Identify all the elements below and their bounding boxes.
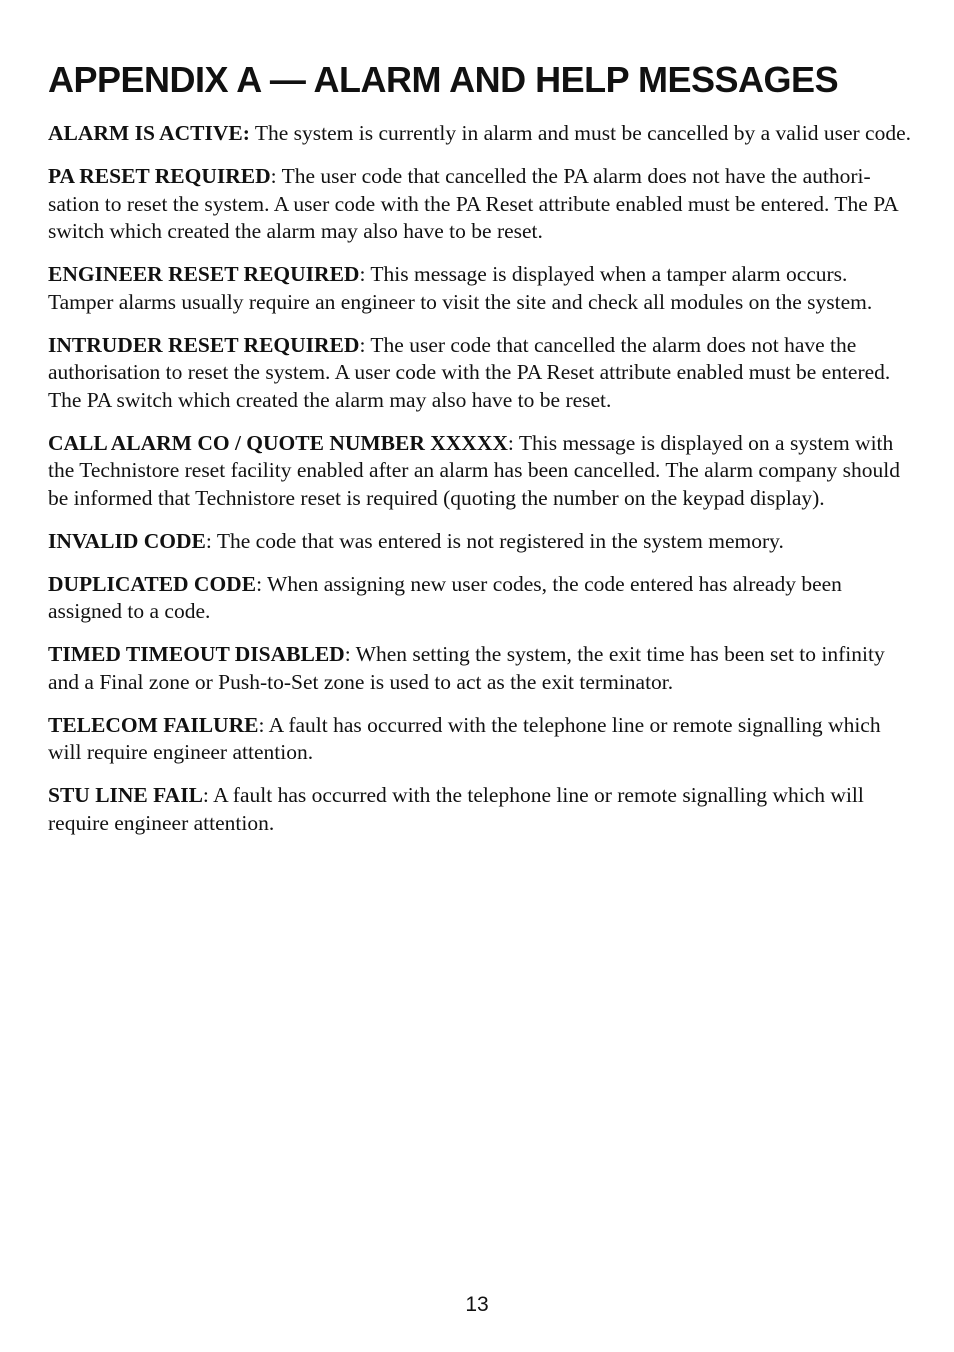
message-entry-invalid-code [48, 528, 914, 556]
message-entry-pa-reset-required [48, 163, 914, 246]
message-description: : A fault has occurred with the telephone line or remote signalling which will require engineer attention. [48, 712, 881, 764]
message-description: : When setting the system, the exit time has been set to infinity and a Final zone or Push-to-Set zone is used to act as the exit terminator. [48, 642, 885, 694]
message-term: ENGINEER RESET REQUIRED [48, 262, 360, 286]
message-description: The system is currently in alarm and must be cancelled by a valid user code. [249, 121, 912, 145]
message-description: : When assigning new user codes, the code entered has already been assigned to a code. [48, 571, 842, 623]
message-term: INVALID CODE [48, 528, 206, 553]
message-term: TELECOM FAILURE [48, 712, 259, 737]
message-term: DUPLICATED CODE [48, 571, 257, 596]
message-description: : This message is displayed on a system with the Technistore reset facility enabled after an alarm has been cancelled. The alarm company should be informed that Technistore reset is required (quoting the number on the keypad display). [48, 430, 900, 510]
message-description: : The code that was entered is not registered in the system memory. [205, 528, 784, 553]
message-description: : A fault has occurred with the telephone line or remote signalling which will require engineer attention. [48, 783, 864, 835]
message-entry-alarm-is-active [48, 120, 914, 148]
message-term: STU LINE FAIL [48, 783, 203, 807]
message-entry-timed-timeout-disabled [48, 641, 914, 696]
message-entry-engineer-reset-required [48, 261, 914, 316]
message-term: PA RESET REQUIRED [48, 164, 271, 188]
page-number: 13 [465, 1293, 489, 1316]
message-description: : The user code that cancelled the alarm does not have the authorisation to reset the system. A user code with the PA Reset attribute enabled must be entered. The PA switch which created the alarm may also have to be reset. [48, 332, 891, 412]
message-entry-telecom-failure [48, 712, 914, 767]
message-list [48, 120, 914, 853]
page-title: APPENDIX A — ALARM AND HELP MESSAGES [48, 59, 839, 100]
message-entry-call-alarm-co [48, 430, 914, 513]
message-term: ALARM IS ACTIVE: [48, 121, 250, 145]
message-entry-duplicated-code [48, 571, 914, 626]
message-term: TIMED TIMEOUT DISABLED [48, 642, 345, 666]
message-entry-stu-line-fail [48, 782, 914, 837]
message-term: INTRUDER RESET REQUIRED [48, 332, 360, 357]
message-entry-intruder-reset-required [48, 332, 914, 415]
message-description: : The user code that cancelled the PA alarm does not have the authori-sation to reset the system. A user code with the PA Reset attribute enabled must be entered. The PA switch which created the alarm may also have to be reset. [48, 164, 898, 243]
message-description: : This message is displayed when a tamper alarm occurs. Tamper alarms usually require an engineer to visit the site and check all modules on the system. [48, 262, 873, 314]
message-term: CALL ALARM CO / QUOTE NUMBER XXXXX [48, 430, 508, 455]
